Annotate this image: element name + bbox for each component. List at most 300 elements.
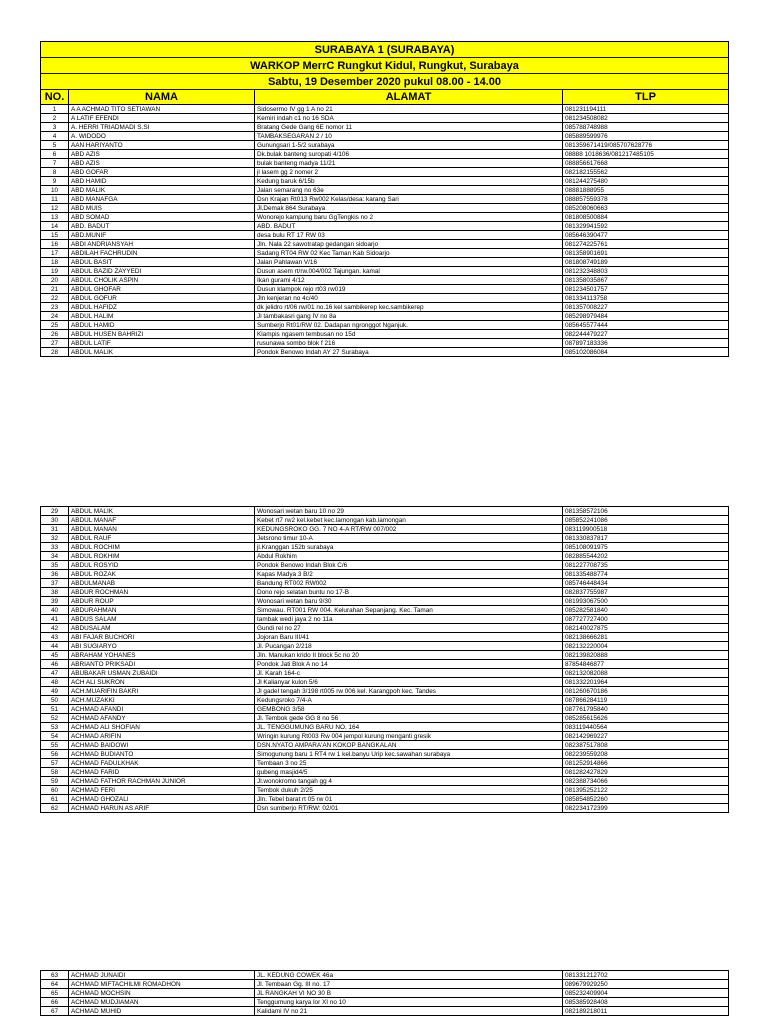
nama-cell: ABDUR ROUP <box>69 597 255 606</box>
nama-cell: ABDUL ROSYID <box>69 561 255 570</box>
alamat-cell: Dsn Krajan Rt013 Rw002 Kelas/desa: karang Sari <box>255 195 563 204</box>
no-cell: 19 <box>41 267 69 276</box>
no-cell: 8 <box>41 168 69 177</box>
table-row <box>41 723 729 732</box>
table-row <box>41 534 729 543</box>
nama-cell: ABDUS SALAM <box>69 615 255 624</box>
tlp-cell: 08881888955 <box>563 186 729 195</box>
title-city: SURABAYA 1 (SURABAYA) <box>41 42 729 58</box>
nama-cell: ACHMAD MOCHSIN <box>69 989 255 998</box>
tlp-cell: 081227708735 <box>563 561 729 570</box>
header-tlp: TLP <box>563 90 729 105</box>
nama-cell: ABDUL GOFUR <box>69 294 255 303</box>
nama-cell: ABDURAHMAN <box>69 606 255 615</box>
tlp-cell: 081234501757 <box>563 285 729 294</box>
alamat-cell: Jl. Karah 164-c <box>255 669 563 678</box>
no-cell: 3 <box>41 123 69 132</box>
no-cell: 66 <box>41 998 69 1007</box>
attendance-table-3 <box>40 970 729 1016</box>
no-cell: 5 <box>41 141 69 150</box>
alamat-cell: Pondok Jati Blok A no 14 <box>255 660 563 669</box>
tlp-cell: 081358035867 <box>563 276 729 285</box>
alamat-cell: Kedungsroko 7/4-A <box>255 696 563 705</box>
nama-cell: ACHMAD BAIDOWI <box>69 741 255 750</box>
tlp-cell: 081244275480 <box>563 177 729 186</box>
nama-cell: ABD SOMAD <box>69 213 255 222</box>
nama-cell: ACHMAD ARIFIN <box>69 732 255 741</box>
table-row <box>41 177 729 186</box>
no-cell: 45 <box>41 651 69 660</box>
tlp-cell: 087761795840 <box>563 705 729 714</box>
nama-cell: ABDUL CHOLIK ASPIN <box>69 276 255 285</box>
table-row <box>41 168 729 177</box>
alamat-cell: Kalidami IV no 21 <box>255 1007 563 1016</box>
nama-cell: ABDUL ROKHIM <box>69 552 255 561</box>
tlp-cell: 081252914866 <box>563 759 729 768</box>
header-alamat: ALAMAT <box>255 90 563 105</box>
table-row <box>41 998 729 1007</box>
no-cell: 11 <box>41 195 69 204</box>
nama-cell: ABI SUGIARYO <box>69 642 255 651</box>
table-row <box>41 276 729 285</box>
tlp-cell: 085385928408 <box>563 998 729 1007</box>
alamat-cell: jl.Kranggan 152b surabaya <box>255 543 563 552</box>
nama-cell: ACH.MUARIFIN BAKRI <box>69 687 255 696</box>
attendance-table-1 <box>40 41 729 357</box>
no-cell: 38 <box>41 588 69 597</box>
tlp-cell: 085282581840 <box>563 606 729 615</box>
alamat-cell: Jl gadel tengah 3/198 rt005 rw 006 kel. Karangpoh kec. Tandes <box>255 687 563 696</box>
tlp-cell: 082189218011 <box>563 1007 729 1016</box>
table-row <box>41 759 729 768</box>
table-row <box>41 231 729 240</box>
no-cell: 24 <box>41 312 69 321</box>
alamat-cell: Jl Kalianyar kulon 5/6 <box>255 678 563 687</box>
no-cell: 4 <box>41 132 69 141</box>
nama-cell: ABDUL MANAF <box>69 516 255 525</box>
no-cell: 34 <box>41 552 69 561</box>
no-cell: 33 <box>41 543 69 552</box>
alamat-cell: Klampis ngasem tembusan no 15d <box>255 330 563 339</box>
alamat-cell: GEMBONG 3/58 <box>255 705 563 714</box>
nama-cell: ABDUL HALIM <box>69 312 255 321</box>
table-row <box>41 525 729 534</box>
no-cell: 56 <box>41 750 69 759</box>
no-cell: 7 <box>41 159 69 168</box>
table-row <box>41 714 729 723</box>
nama-cell: ACHMAD AFANDY <box>69 714 255 723</box>
nama-cell: ACHMAD GHOZALI <box>69 795 255 804</box>
tlp-cell: 085854852260 <box>563 795 729 804</box>
nama-cell: ABRIANTO PRIKSADI <box>69 660 255 669</box>
table-row <box>41 741 729 750</box>
tlp-cell: 082239559208 <box>563 750 729 759</box>
alamat-cell: dk jelidro rt/06 rw/01 no.16 kel sambikerep kec.sambikerep <box>255 303 563 312</box>
tlp-cell: 081329941592 <box>563 222 729 231</box>
alamat-cell: KEDUNGSROKO GG. 7 NO 4-A RT/RW 007/002 <box>255 525 563 534</box>
alamat-cell: Jl.wonokromo tangah gg 4 <box>255 777 563 786</box>
table-row <box>41 552 729 561</box>
tlp-cell: 082885544202 <box>563 552 729 561</box>
table-row <box>41 204 729 213</box>
alamat-cell: JL. KEDUNG COWEK 46a <box>255 971 563 980</box>
no-cell: 65 <box>41 989 69 998</box>
no-cell: 48 <box>41 678 69 687</box>
nama-cell: ABDUL HAMID <box>69 321 255 330</box>
table-row <box>41 258 729 267</box>
table-row <box>41 348 729 357</box>
tlp-cell: 081358901691 <box>563 249 729 258</box>
tlp-cell: 082132220004 <box>563 642 729 651</box>
alamat-cell: Simowau. RT001 RW 004. Kelurahan Sepanjang. Kec. Taman <box>255 606 563 615</box>
no-cell: 41 <box>41 615 69 624</box>
nama-cell: A. HERRI TRIADMADI S.SI <box>69 123 255 132</box>
no-cell: 35 <box>41 561 69 570</box>
table-row <box>41 294 729 303</box>
alamat-cell: Jetsrono timur 10-A <box>255 534 563 543</box>
alamat-cell: Jl. Pucangan 2/218 <box>255 642 563 651</box>
table-row <box>41 240 729 249</box>
alamat-cell: rusunawa sombo blok f 216 <box>255 339 563 348</box>
tlp-cell: 082837755987 <box>563 588 729 597</box>
tlp-cell: 081359671419/085707628776 <box>563 141 729 150</box>
alamat-cell: Wonosari wetan baru 9/30 <box>255 597 563 606</box>
table-row <box>41 795 729 804</box>
table-row <box>41 303 729 312</box>
no-cell: 16 <box>41 240 69 249</box>
tlp-cell: 085746448434 <box>563 579 729 588</box>
tlp-cell: 085298979484 <box>563 312 729 321</box>
tlp-cell: 081808500884 <box>563 213 729 222</box>
table-row <box>41 516 729 525</box>
no-cell: 53 <box>41 723 69 732</box>
alamat-cell: Jl. Tembaan Gg. III no. 17 <box>255 980 563 989</box>
alamat-cell: Dsn sumberjo RT/RW: 02/01 <box>255 804 563 813</box>
alamat-cell: Kapas Madya 3 B/2 <box>255 570 563 579</box>
table-row <box>41 570 729 579</box>
tlp-cell: 088856617668 <box>563 159 729 168</box>
no-cell: 32 <box>41 534 69 543</box>
nama-cell: A LATIF EFENDI <box>69 114 255 123</box>
no-cell: 2 <box>41 114 69 123</box>
nama-cell: ACHMAD AFANDI <box>69 705 255 714</box>
no-cell: 25 <box>41 321 69 330</box>
nama-cell: ABD GOFAR <box>69 168 255 177</box>
table-row <box>41 561 729 570</box>
no-cell: 60 <box>41 786 69 795</box>
nama-cell: ACHMAD HARUN AS ARIF <box>69 804 255 813</box>
alamat-cell: JL. TENGGUMUNG BARU NO. 164 <box>255 723 563 732</box>
no-cell: 39 <box>41 597 69 606</box>
alamat-cell: Dk.bulak banteng suropati 4/106 <box>255 150 563 159</box>
no-cell: 59 <box>41 777 69 786</box>
nama-cell: ACHMAD MIFTACHILMI ROMADHON <box>69 980 255 989</box>
table-row <box>41 339 729 348</box>
nama-cell: ACHMAD MUHID <box>69 1007 255 1016</box>
table-row <box>41 132 729 141</box>
table-row <box>41 660 729 669</box>
no-cell: 12 <box>41 204 69 213</box>
alamat-cell: Jojoran Baru III/41 <box>255 633 563 642</box>
nama-cell: ABD MANAFGA <box>69 195 255 204</box>
no-cell: 51 <box>41 705 69 714</box>
table-row <box>41 186 729 195</box>
no-cell: 40 <box>41 606 69 615</box>
no-cell: 31 <box>41 525 69 534</box>
nama-cell: ACH ALI SUKRON <box>69 678 255 687</box>
nama-cell: ABDUL MALIK <box>69 507 255 516</box>
tlp-cell: 082244479227 <box>563 330 729 339</box>
alamat-cell: Pondok Benowo Indah Blok C/6 <box>255 561 563 570</box>
tlp-cell: 085208060663 <box>563 204 729 213</box>
alamat-cell: Wringin kurung Rt003 Rw 004 jempol kurung menganti gresik <box>255 732 563 741</box>
alamat-cell: Tembaan 3 no 25 <box>255 759 563 768</box>
table-row <box>41 804 729 813</box>
header-no: NO. <box>41 90 69 105</box>
nama-cell: ACHMAD JUNAIDI <box>69 971 255 980</box>
table-row <box>41 669 729 678</box>
no-cell: 67 <box>41 1007 69 1016</box>
table-row <box>41 705 729 714</box>
alamat-cell: gubeng masjid4/5 <box>255 768 563 777</box>
no-cell: 61 <box>41 795 69 804</box>
no-cell: 21 <box>41 285 69 294</box>
alamat-cell: Abdul Rokhim <box>255 552 563 561</box>
alamat-cell: desa bulu RT 17 RW 03 <box>255 231 563 240</box>
no-cell: 18 <box>41 258 69 267</box>
nama-cell: ACHMAD FADULKHAK <box>69 759 255 768</box>
alamat-cell: Kedung baruk 6/15b <box>255 177 563 186</box>
alamat-cell: Bandung RT002 RW002 <box>255 579 563 588</box>
tlp-cell: 081357008227 <box>563 303 729 312</box>
table-row <box>41 267 729 276</box>
table-row <box>41 989 729 998</box>
no-cell: 52 <box>41 714 69 723</box>
tlp-cell: 081231194111 <box>563 105 729 114</box>
alamat-cell: TAMBAKSEGARAN 2 / 10 <box>255 132 563 141</box>
header-nama: NAMA <box>69 90 255 105</box>
table-row <box>41 285 729 294</box>
tlp-cell: 085788748988 <box>563 123 729 132</box>
alamat-cell: Jl tambakasri gang IV no 8a <box>255 312 563 321</box>
alamat-cell: Sadang RT04 RW 02 Kec Taman Kab Sidoarjo <box>255 249 563 258</box>
nama-cell: ABD MALIK <box>69 186 255 195</box>
alamat-cell: Jln. Nala 22 sawotratap gedangan sidoarjo <box>255 240 563 249</box>
nama-cell: A A ACHMAD TITO SETIAWAN <box>69 105 255 114</box>
nama-cell: ABDUSALAM <box>69 624 255 633</box>
table-row <box>41 971 729 980</box>
nama-cell: ABUBAKAR USMAN ZUBAIDI <box>69 669 255 678</box>
table-row <box>41 732 729 741</box>
tlp-cell: 083119440564 <box>563 723 729 732</box>
no-cell: 17 <box>41 249 69 258</box>
table-row <box>41 159 729 168</box>
tlp-cell: 081330837817 <box>563 534 729 543</box>
table-row <box>41 633 729 642</box>
alamat-cell: Dono rejo selatan buntu no 17-B <box>255 588 563 597</box>
table-row <box>41 597 729 606</box>
no-cell: 58 <box>41 768 69 777</box>
nama-cell: ABDUL LATIF <box>69 339 255 348</box>
tlp-cell: 081331212702 <box>563 971 729 980</box>
no-cell: 9 <box>41 177 69 186</box>
attendance-table-2 <box>40 506 729 813</box>
alamat-cell: DSN.NYATO AMPARA'AN KOKOP BANGKALAN <box>255 741 563 750</box>
nama-cell: ACHMAD ALI SHOFIAN <box>69 723 255 732</box>
tlp-cell: 085889599976 <box>563 132 729 141</box>
nama-cell: ACHMAD FATHOR RACHMAN JUNIOR <box>69 777 255 786</box>
tlp-cell: 088857559378 <box>563 195 729 204</box>
table-row <box>41 312 729 321</box>
nama-cell: ABD MUIS <box>69 204 255 213</box>
tlp-cell: 081808749189 <box>563 258 729 267</box>
no-cell: 30 <box>41 516 69 525</box>
tlp-cell: 082140027875 <box>563 624 729 633</box>
nama-cell: A. WIDODO <box>69 132 255 141</box>
alamat-cell: Kebet rt7 rw2 kel.kebet kec.lamongan kab.lamongan <box>255 516 563 525</box>
table-row <box>41 606 729 615</box>
nama-cell: ACHMAD FERI <box>69 786 255 795</box>
tlp-cell: 081395252122 <box>563 786 729 795</box>
no-cell: 50 <box>41 696 69 705</box>
nama-cell: ABDUL ROZAK <box>69 570 255 579</box>
nama-cell: ABDUL GHOFAR <box>69 285 255 294</box>
tlp-cell: 085232409904 <box>563 989 729 998</box>
table-row <box>41 105 729 114</box>
table-row <box>41 642 729 651</box>
table-row <box>41 150 729 159</box>
table-row <box>41 123 729 132</box>
tlp-cell: 085102086084 <box>563 348 729 357</box>
tlp-cell: 082139820888 <box>563 651 729 660</box>
nama-cell: ABDUL MANAN <box>69 525 255 534</box>
alamat-cell: ABD. BADUT <box>255 222 563 231</box>
nama-cell: ACH.MUZAKKI <box>69 696 255 705</box>
nama-cell: ABD.MUNIF <box>69 231 255 240</box>
alamat-cell: Sidosermo IV gg 1 A no 21 <box>255 105 563 114</box>
alamat-cell: JL RANGKAH VI NO 30 B <box>255 989 563 998</box>
no-cell: 46 <box>41 660 69 669</box>
title-venue: WARKOP MerrC Rungkut Kidul, Rungkut, Surabaya <box>41 58 729 74</box>
no-cell: 23 <box>41 303 69 312</box>
alamat-cell: Bratang Gede Gang 6E nomor 11 <box>255 123 563 132</box>
nama-cell: ABDUL ROCHIM <box>69 543 255 552</box>
alamat-cell: bulak banteng madya 11/21 <box>255 159 563 168</box>
table-row <box>41 624 729 633</box>
alamat-cell: Jalan Pahlawan V/16 <box>255 258 563 267</box>
tlp-cell: 081358572106 <box>563 507 729 516</box>
nama-cell: ABDUL MALIK <box>69 348 255 357</box>
tlp-cell: 089679929250 <box>563 980 729 989</box>
nama-cell: ABDUR ROCHMAN <box>69 588 255 597</box>
table-row <box>41 222 729 231</box>
no-cell: 62 <box>41 804 69 813</box>
alamat-cell: Pondok Benowo Indah AY 27 Surabaya <box>255 348 563 357</box>
no-cell: 54 <box>41 732 69 741</box>
tlp-cell: 087866284119 <box>563 696 729 705</box>
alamat-cell: tambak wedi jaya 2 no 11a <box>255 615 563 624</box>
alamat-cell: Wonorejo kampung baru GgTengkis no 2 <box>255 213 563 222</box>
table-row <box>41 750 729 759</box>
nama-cell: ABDULMANAB <box>69 579 255 588</box>
table-row <box>41 195 729 204</box>
alamat-cell: Jl.Demak 864 Surabaya <box>255 204 563 213</box>
table-row <box>41 321 729 330</box>
table-row <box>41 141 729 150</box>
table-row <box>41 768 729 777</box>
nama-cell: ABD HAMID <box>69 177 255 186</box>
alamat-cell: Jln. Manukan krido II block 5c no 20 <box>255 651 563 660</box>
table-row <box>41 696 729 705</box>
tlp-cell: 087897183336 <box>563 339 729 348</box>
no-cell: 14 <box>41 222 69 231</box>
no-cell: 6 <box>41 150 69 159</box>
nama-cell: ABD AZIS <box>69 159 255 168</box>
title-date: Sabtu, 19 Desember 2020 pukul 08.00 - 14.00 <box>41 74 729 90</box>
table-row <box>41 980 729 989</box>
table-row <box>41 651 729 660</box>
no-cell: 13 <box>41 213 69 222</box>
no-cell: 1 <box>41 105 69 114</box>
table-row <box>41 114 729 123</box>
nama-cell: ABDILAH FACHRUDIN <box>69 249 255 258</box>
alamat-cell: Dusun asem rt/rw.004/002 Tajungan. kamal <box>255 267 563 276</box>
tlp-cell: 081332201964 <box>563 678 729 687</box>
nama-cell: ACHMAD BUDIANTO <box>69 750 255 759</box>
nama-cell: ABDI ANDRIANSYAH <box>69 240 255 249</box>
tlp-cell: 081274225761 <box>563 240 729 249</box>
nama-cell: ABI FAJAR BUCHORI <box>69 633 255 642</box>
no-cell: 63 <box>41 971 69 980</box>
alamat-cell: Gunungsari 1-5/2 surabaya <box>255 141 563 150</box>
table-row <box>41 786 729 795</box>
nama-cell: AAN HARIYANTO <box>69 141 255 150</box>
tlp-cell: 082182155562 <box>563 168 729 177</box>
tlp-cell: 87854846877 <box>563 660 729 669</box>
alamat-cell: Tembok dukuh 2/25 <box>255 786 563 795</box>
tlp-cell: 085852241086 <box>563 516 729 525</box>
table-row <box>41 330 729 339</box>
table-row <box>41 777 729 786</box>
no-cell: 28 <box>41 348 69 357</box>
table-row <box>41 1007 729 1016</box>
table-row <box>41 213 729 222</box>
tlp-cell: 087727727400 <box>563 615 729 624</box>
no-cell: 22 <box>41 294 69 303</box>
tlp-cell: 085646390477 <box>563 231 729 240</box>
tlp-cell: 082132082088 <box>563 669 729 678</box>
alamat-cell: jl lasem gg 2 nomer 2 <box>255 168 563 177</box>
tlp-cell: 081234508082 <box>563 114 729 123</box>
table-row <box>41 687 729 696</box>
tlp-cell: 083119900518 <box>563 525 729 534</box>
tlp-cell: 081335488774 <box>563 570 729 579</box>
alamat-cell: Jalan semarang no 63e <box>255 186 563 195</box>
tlp-cell: 082234172399 <box>563 804 729 813</box>
nama-cell: ABRAHAM YOHANES <box>69 651 255 660</box>
no-cell: 57 <box>41 759 69 768</box>
no-cell: 42 <box>41 624 69 633</box>
no-cell: 36 <box>41 570 69 579</box>
table-row <box>41 543 729 552</box>
tlp-cell: 081993067500 <box>563 597 729 606</box>
tlp-cell: 081260670186 <box>563 687 729 696</box>
no-cell: 55 <box>41 741 69 750</box>
alamat-cell: Ikan gurami 4/12 <box>255 276 563 285</box>
table-row <box>41 678 729 687</box>
tlp-cell: 081282427829 <box>563 768 729 777</box>
nama-cell: ABDUL RAUF <box>69 534 255 543</box>
